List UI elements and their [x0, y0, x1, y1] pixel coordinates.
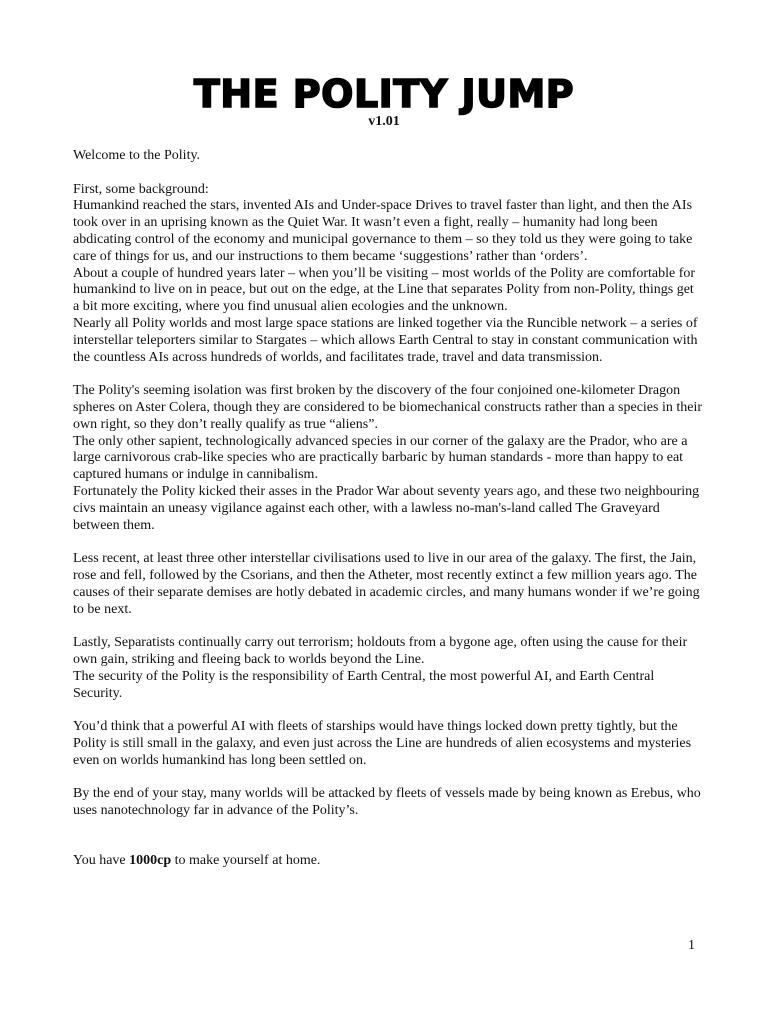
version-label: v1.01: [368, 114, 400, 129]
background-heading: First, some background:: [73, 181, 209, 197]
paragraph-erebus: By the end of your stay, many worlds will be attacked by fleets of vessels made by being known as Erebus, who uses nanotechnology far in advance of the Polity’s.: [73, 786, 701, 819]
paragraph-powerful-ai: You’d think that a powerful AI with fleets of starships would have things locked down pretty tightly, but the Polity is still small in the galaxy, and even just across the Line are hundreds of alien ecosystems and mysteries even on worlds humankind has long been settled on.: [73, 719, 692, 768]
welcome-paragraph: Welcome to the Polity.: [73, 148, 201, 163]
budget-line: [73, 853, 703, 870]
document-body: [73, 148, 703, 870]
page-number: 1: [688, 938, 695, 953]
paragraph-less-recent: Less recent, at least three other interstellar civilisations used to live in our area of the galaxy. The first, the Jain, rose and fell, followed by the Csorians, and then the Atheter, most recently extinct a few million years ago. The causes of their separate demises are hotly debated in academic circles, and many humans wonder if we’re going to be next.: [73, 551, 700, 617]
paragraph-hundred-years: About a couple of hundred years later – when you’ll be visiting – most worlds of the Polity are comfortable for humankind to live on in peace, but out on the edge, at the Line that separates Polity from non-Polity, things get a bit more exciting, where you find unusual alien ecologies and the unknown.: [73, 265, 696, 315]
paragraph-dragon: The Polity's seeming isolation was first broken by the discovery of the four conjoined one-kilometer Dragon spheres on Aster Colera, though they are considered to be biomechanical constructs rather than a species in their own right, so they don’t really qualify as true “aliens”.: [73, 383, 703, 432]
paragraph-humankind: Humankind reached the stars, invented AIs and Under-space Drives to travel faster than light, and then the AIs took over in an uprising known as the Quiet War. It wasn’t even a fight, really – humanity had long been abdicating control of the economy and municipal governance to them – so they told us they were going to take care of things for us, and our instructions to them became ‘suggestions’ rather than ‘orders’.: [73, 198, 693, 264]
paragraph-prador: The only other sapient, technologically advanced species in our corner of the galaxy are the Prador, who are a large carnivorous crab-like species who are practically barbaric by human standards - more than happy to eat captured humans or indulge in cannibalism.: [73, 433, 688, 483]
paragraph-security: The security of the Polity is the responsibility of Earth Central, the most powerful AI, and Earth Central Security.: [73, 668, 655, 701]
paragraph-separatists: Lastly, Separatists continually carry out terrorism; holdouts from a bygone age, often using the cause for their own gain, striking and fleeing back to worlds beyond the Line.: [73, 635, 688, 667]
budget-suffix: to make yourself at home.: [171, 853, 321, 869]
paragraph-runcible: Nearly all Polity worlds and most large space stations are linked together via the Runcible network – a series of interstellar teleporters similar to Stargates – which allows Earth Central to stay in constant communication with the countless AIs across hundreds of worlds, and facilitates trade, travel and data transmission.: [73, 315, 698, 365]
budget-amount: 1000cp: [129, 853, 172, 869]
paragraph-prador-war: Fortunately the Polity kicked their asses in the Prador War about seventy years ago, and these two neighbouring civs maintain an uneasy vigilance against each other, with a lawless no-man's-land called The Graveyard between them.: [73, 483, 700, 533]
document-title: THE POLITY JUMP: [193, 72, 575, 116]
budget-prefix: You have: [73, 853, 130, 869]
